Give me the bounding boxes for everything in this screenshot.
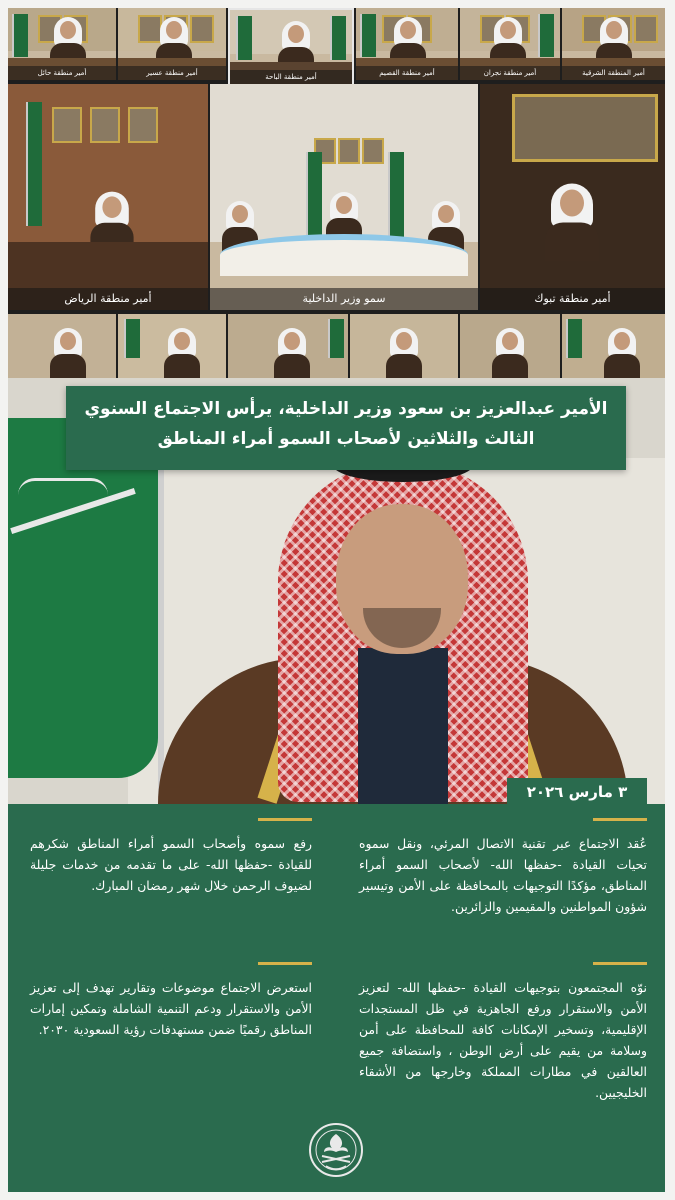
date-badge: ٣ مارس ٢٠٢٦ — [507, 778, 647, 806]
video-tile-bottom-6 — [562, 314, 665, 378]
video-tile-najran — [460, 8, 560, 80]
paragraph-right-top — [359, 818, 647, 917]
saudi-flag-icon — [8, 418, 158, 778]
video-tile-caption: أمير منطقة تبوك — [480, 288, 665, 310]
paragraph-text: استعرض الاجتماع موضوعات وتقارير تهدف إلى تعزيز الأمن والاستقرار ودعم التنمية الشاملة وتمكين إمارات المناطق رقميًا ضمن مستهدفات رؤية السعودية ٢٠٣٠. — [30, 980, 312, 1037]
video-tile-caption: أمير منطقة القصيم — [356, 66, 458, 80]
video-tile-caption: أمير المنطقة الشرقية — [562, 66, 665, 80]
gold-divider — [593, 962, 647, 965]
video-tile-caption: أمير منطقة حائل — [8, 66, 116, 80]
video-tile-bottom-5 — [460, 314, 560, 378]
video-tile-hail — [8, 8, 116, 80]
video-tile-eastern — [562, 8, 665, 80]
video-tile-bottom-3 — [228, 314, 348, 378]
video-tile-minister — [210, 84, 478, 310]
headline-banner — [66, 386, 626, 470]
gold-divider — [258, 962, 312, 965]
video-tile-caption: أمير منطقة الباحة — [230, 70, 352, 84]
video-conference-grid — [8, 8, 665, 378]
video-tile-asir — [118, 8, 226, 80]
ministry-emblem-icon — [308, 1122, 364, 1178]
headline-line-1: الأمير عبدالعزيز بن سعود وزير الداخلية، يرأس الاجتماع السنوي — [84, 399, 608, 419]
paragraph-text: نوّه المجتمعون بتوجيهات القيادة -حفظها الله- لتعزيز الأمن والاستقرار ورفع الجاهزية في ظل المستجدات الإقليمية، وتسخير الإمكانات كافة للمحافظة على أمن وسلامة من يقيم على أرض الوطن ، واستضافة جميع العالقين في مطارات المملكة وخارجها من الأشقاء الخليجيين. — [359, 980, 647, 1100]
news-card — [8, 8, 665, 1192]
video-tile-caption: أمير منطقة عسير — [118, 66, 226, 80]
minister-figure — [158, 448, 628, 804]
paragraph-left-bottom — [30, 962, 312, 1040]
video-tile-bottom-2 — [118, 314, 226, 378]
video-tile-baha — [228, 8, 354, 86]
gold-divider — [593, 818, 647, 821]
video-tile-caption: سمو وزير الداخلية — [210, 288, 478, 310]
gold-divider — [258, 818, 312, 821]
paragraph-left-top — [30, 818, 312, 896]
video-tile-caption: أمير منطقة نجران — [460, 66, 560, 80]
video-tile-qassim — [356, 8, 458, 80]
video-tile-riyadh — [8, 84, 208, 310]
headline-line-2: الثالث والثلاثين لأصحاب السمو أمراء المناطق — [157, 429, 535, 449]
video-tile-bottom-1 — [8, 314, 116, 378]
paragraph-text: عُقد الاجتماع عبر تقنية الاتصال المرئي، ونقل سموه تحيات القيادة -حفظها الله- لأصحاب السمو أمراء المناطق، مؤكدًا التوجيهات بالمحافظة على الأمن وتيسير شؤون المواطنين والمقيمين والزائرين. — [359, 836, 647, 914]
video-tile-caption: أمير منطقة الرياض — [8, 288, 208, 310]
paragraph-right-bottom — [359, 962, 647, 1103]
video-tile-bottom-4 — [350, 314, 458, 378]
paragraph-text: رفع سموه وأصحاب السمو أمراء المناطق شكرهم للقيادة -حفظها الله- على ما تقدمه من خدمات جليلة لضيوف الرحمن خلال شهر رمضان المبارك. — [30, 836, 312, 893]
video-tile-tabuk — [480, 84, 665, 310]
